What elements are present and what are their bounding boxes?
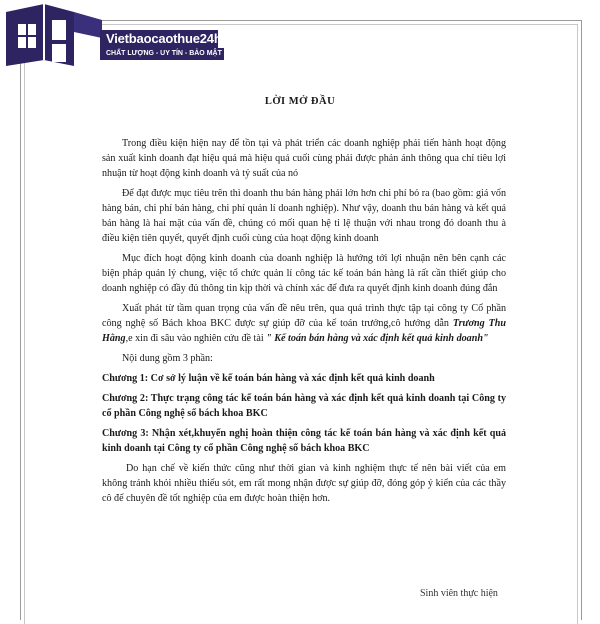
document-body [102,136,506,511]
mentor-name: Trương Thu Hằng [102,318,506,344]
intro-text-2: ,e xin đi sâu vào nghiên cứu đề tài [125,333,267,344]
intro-text: Xuất phát từ tầm quan trọng của vấn đề nêu trên, qua quá trình thực tập tại công ty Cổ phần công nghệ số Bách khoa BKC được sự giúp đỡ của kế toán trưởng,cô hướng dẫn [102,303,506,329]
paragraph: Mục đích hoạt động kinh doanh của doanh nghiệp là hướng tới lợi nhuận nên bên cạnh các biện pháp quản lý chung, việc tổ chức quản lí công tác kế toán bán hàng là rất cần thiết giúp cho doanh nghiệp có đầy đủ thông tin kịp thời và chính xác để đưa ra quyết định kinh doanh đúng đắn [102,253,506,294]
chapter-item: Chương 2: Thực trạng công tác kế toán bán hàng và xác định kết quả kinh doanh tại Công ty cổ phần Công nghệ số bách khoa BKC [102,393,506,419]
paragraph: Để đạt được mục tiêu trên thì doanh thu bán hàng phải lớn hơn chi phí bỏ ra (bao gồm: giá vốn hàng bán, chi phí bán hàng, chi phí quản lí doanh nghiệp). Như vậy, doanh thu bán hàng và kết quả bán hàng là hai mặt của vấn đề, chúng có mối quan hệ tỉ lệ thuận với nhau trong đó doanh thu à điều kiện tiên quyết, quyết định cuối cùng của hoạt động kinh doanh [102,188,506,244]
closing-paragraph: Do hạn chế về kiến thức cũng như thời gian và kinh nghiệm thực tế nên bài viết của em không tránh khỏi nhiều thiếu sót, em rất mong nhận được sự giúp đỡ, đóng góp ý kiến của các thầy cô để chuyên đề tốt nghiệp của em được hoàn thiện hơn. [102,463,506,504]
chapter-item: Chương 3: Nhận xét,khuyến nghị hoàn thiện công tác kế toán bán hàng và xác định kết quả kinh doanh tại Công ty cổ phần Công nghệ số bách khoa BKC [102,428,506,454]
signoff: Sinh viên thực hiện [420,588,498,599]
intro-paragraph [102,301,506,346]
document-title: LỜI MỞ ĐẦU [264,96,336,107]
chapter-item: Chương 1: Cơ sở lý luận về kế toán bán hàng và xác định kết quả kinh doanh [102,373,435,384]
paragraph: Trong điều kiện hiện nay để tồn tại và phát triển các doanh nghiệp phải tiến hành hoạt động sản xuất kinh doanh đạt hiệu quả mà hiệu quả cuối cùng phải được phản ánh thông qua chỉ tiêu lợi nhuận từ hoạt động kinh doanh và tỷ suất của nó [102,138,506,179]
brand-logo [0,0,232,70]
brand-tagline: CHẤT LƯỢNG - UY TÍN - BẢO MẬT [100,48,224,60]
outline-label: Nội dung gồm 3 phần: [122,353,213,364]
topic-title: " Kế toán bán hàng và xác định kết quả kinh doanh" [266,333,489,344]
house-book-logo-icon [4,2,104,68]
brand-name: Vietbaocaothue24h [100,30,218,48]
